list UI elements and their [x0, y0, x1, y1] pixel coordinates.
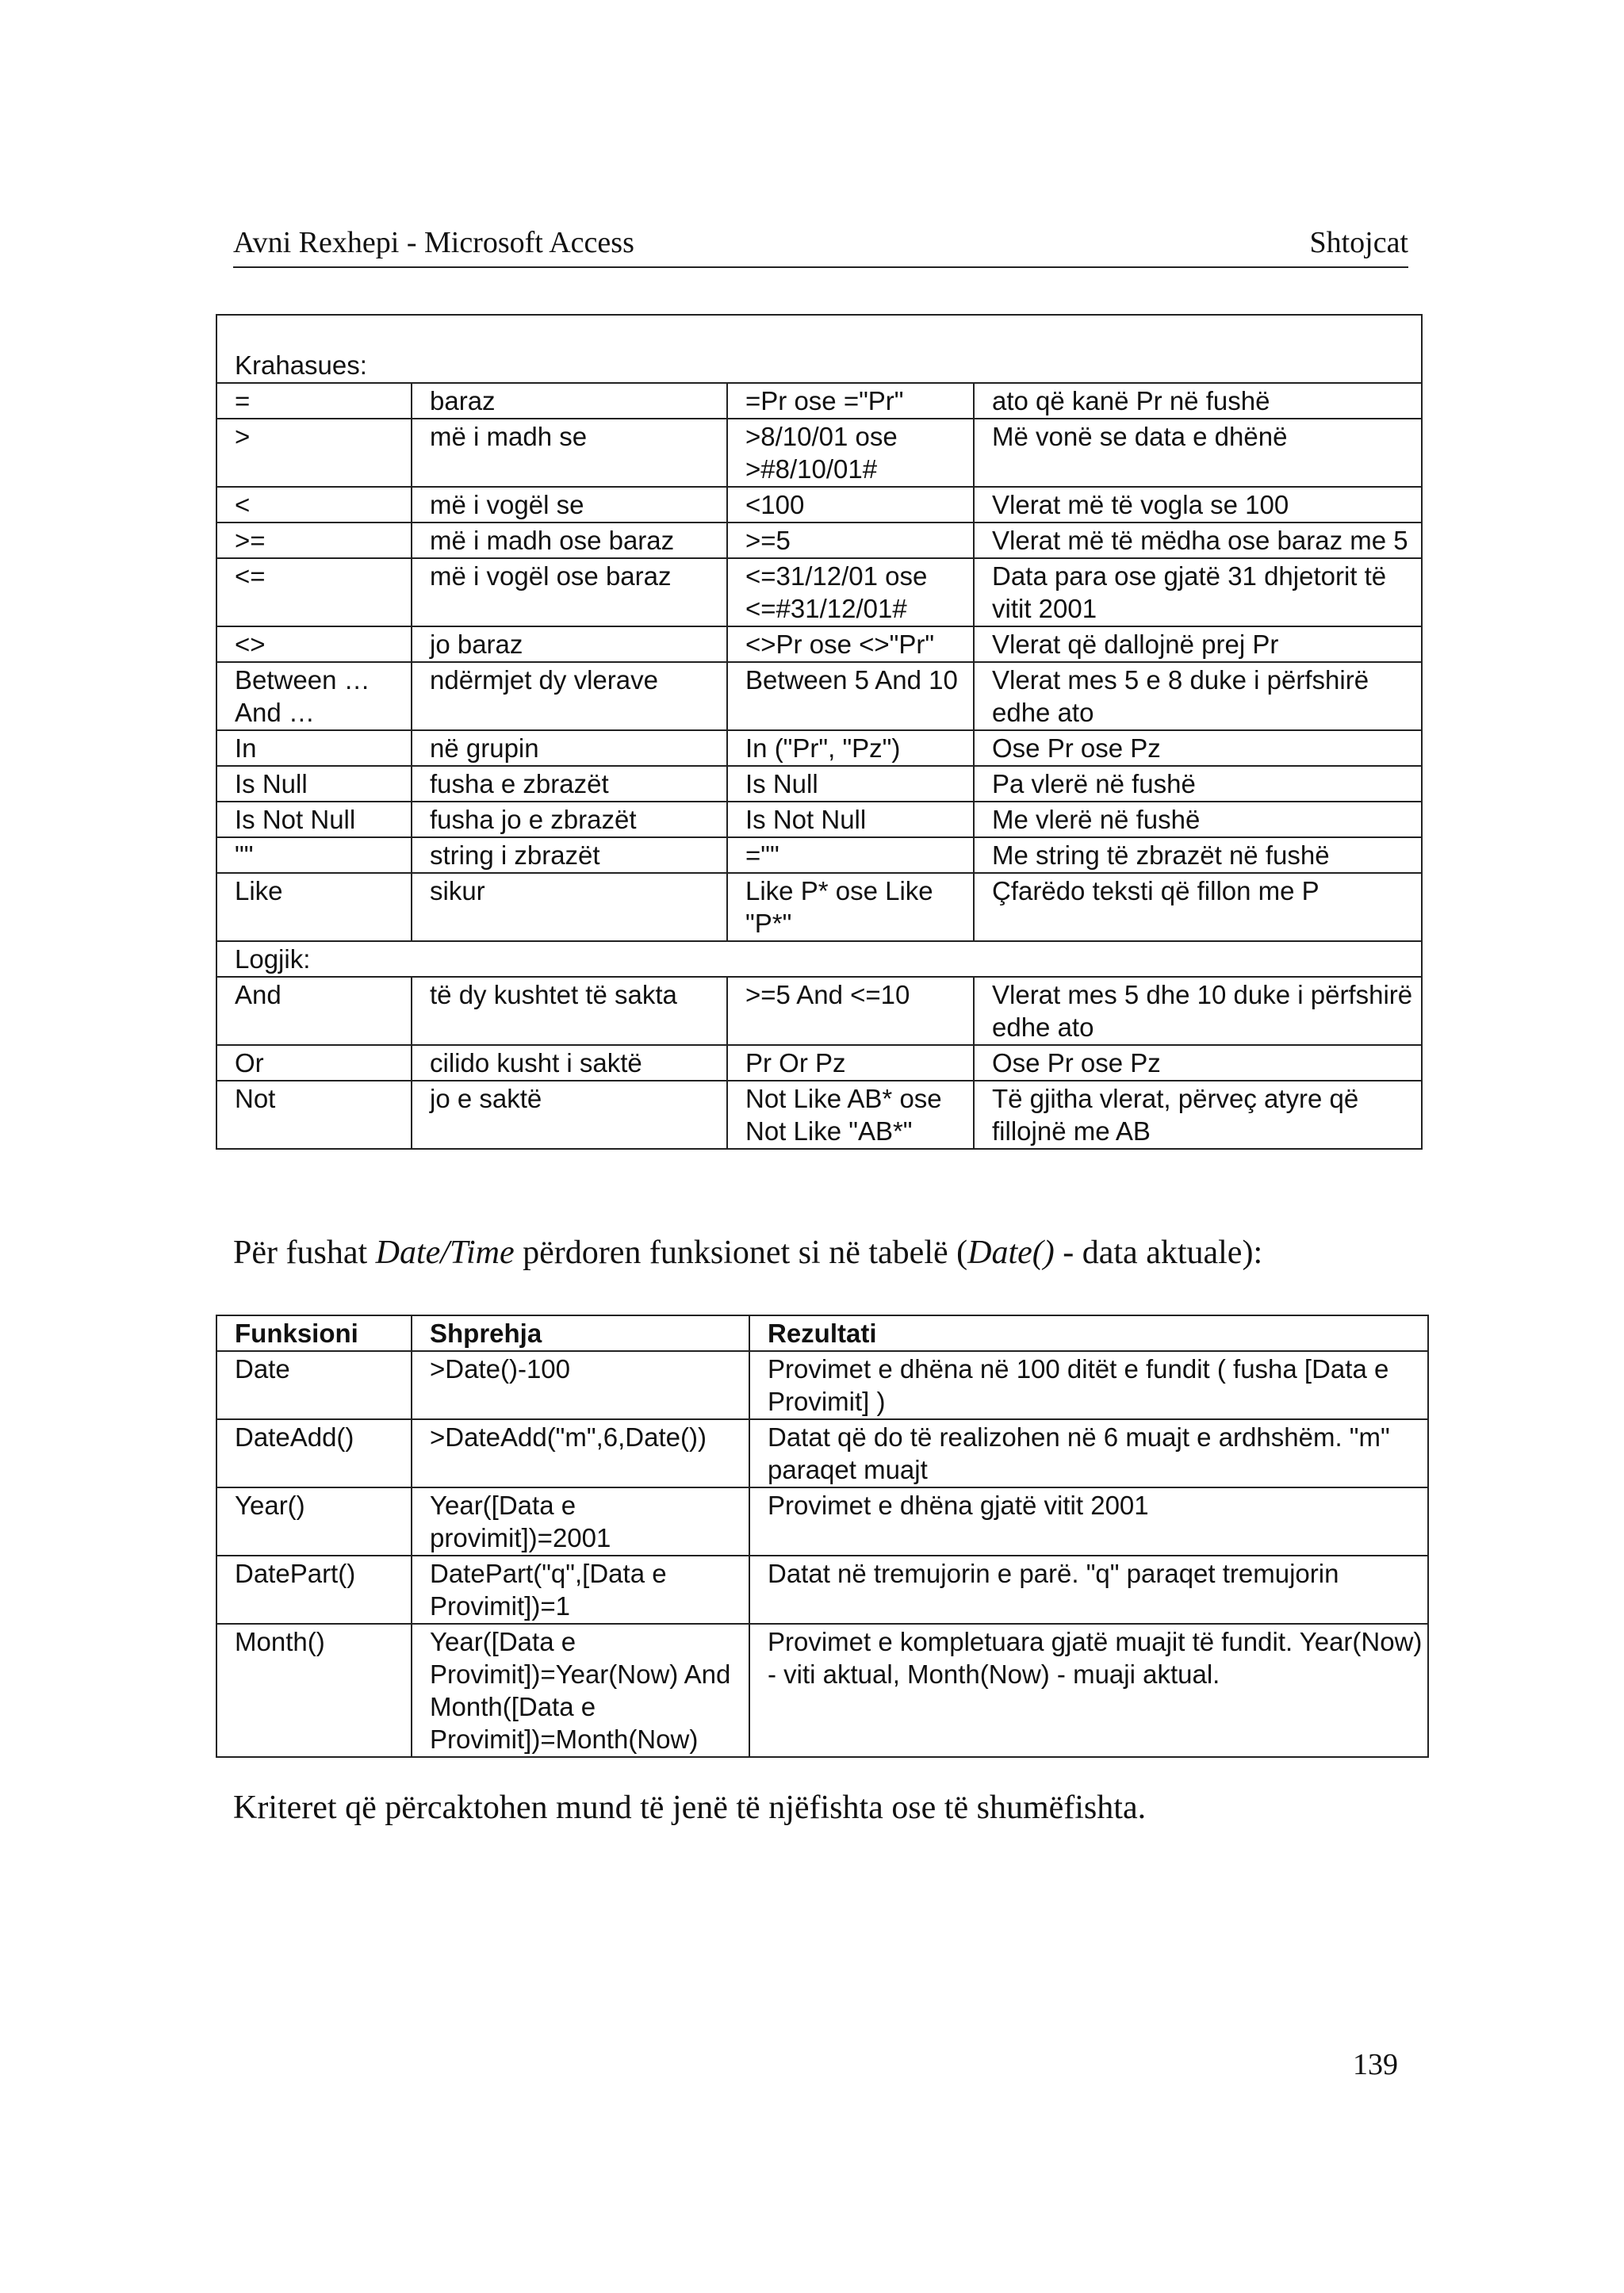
table-cell: Month()	[216, 1624, 412, 1757]
header-section: Shtojcat	[1309, 226, 1408, 259]
table-cell: Vlerat më të vogla se 100	[974, 487, 1422, 523]
table-row	[216, 383, 1422, 419]
table-cell: cilido kusht i saktë	[412, 1045, 727, 1081]
table-cell: Vlerat më të mëdha ose baraz me 5	[974, 523, 1422, 558]
table-cell: string i zbrazët	[412, 837, 727, 873]
table-cell: =Pr ose ="Pr"	[727, 383, 974, 419]
table-row	[216, 1624, 1428, 1757]
table-cell: Not Like AB* ose Not Like "AB*"	[727, 1081, 974, 1149]
table-cell: DatePart()	[216, 1556, 412, 1624]
paragraph-text: Për fushat	[233, 1235, 376, 1271]
table-cell: >=5 And <=10	[727, 977, 974, 1045]
section-row	[216, 315, 1422, 383]
table-cell: të dy kushtet të sakta	[412, 977, 727, 1045]
table-cell: Is Null	[727, 766, 974, 802]
table-cell: >Date()-100	[412, 1351, 749, 1419]
table-cell: DateAdd()	[216, 1419, 412, 1487]
paragraph-italic-text: Date/Time	[375, 1235, 515, 1271]
table-row	[216, 766, 1422, 802]
table-cell: In	[216, 730, 412, 766]
table-cell: >=	[216, 523, 412, 558]
table-row	[216, 1487, 1428, 1556]
column-header: Funksioni	[216, 1315, 412, 1351]
table-cell: Datat në tremujorin e parë. "q" paraqet tremujorin	[749, 1556, 1428, 1624]
table-row	[216, 662, 1422, 730]
table-cell: Between … And …	[216, 662, 412, 730]
table-cell: Provimet e dhëna në 100 ditët e fundit ( fusha [Data e Provimit] )	[749, 1351, 1428, 1419]
table-cell: më i madh ose baraz	[412, 523, 727, 558]
table-cell: Year([Data e Provimit])=Year(Now) And Month([Data e Provimit])=Month(Now)	[412, 1624, 749, 1757]
table-row	[216, 977, 1422, 1045]
table-cell: Not	[216, 1081, 412, 1149]
table-cell: jo baraz	[412, 626, 727, 662]
table-cell: <>	[216, 626, 412, 662]
section-row	[216, 941, 1422, 977]
table-row	[216, 837, 1422, 873]
table-cell: Is Not Null	[216, 802, 412, 837]
table-cell: Me vlerë në fushë	[974, 802, 1422, 837]
date-time-intro-paragraph	[233, 1234, 1262, 1272]
table-cell: ato që kanë Pr në fushë	[974, 383, 1422, 419]
table-cell: Datat që do të realizohen në 6 muajt e ardhshëm. "m" paraqet muajt	[749, 1419, 1428, 1487]
table-cell: Date	[216, 1351, 412, 1419]
table-cell: =""	[727, 837, 974, 873]
paragraph-text: përdoren funksionet si në tabelë (	[514, 1235, 968, 1271]
table-row	[216, 523, 1422, 558]
table-cell: <	[216, 487, 412, 523]
table-cell: Year([Data e provimit])=2001	[412, 1487, 749, 1556]
table-cell: Më vonë se data e dhënë	[974, 419, 1422, 487]
table-cell: >=5	[727, 523, 974, 558]
table-cell: In ("Pr", "Pz")	[727, 730, 974, 766]
table-cell: Ose Pr ose Pz	[974, 1045, 1422, 1081]
table-cell: >DateAdd("m",6,Date())	[412, 1419, 749, 1487]
paragraph-text: - data aktuale):	[1054, 1235, 1263, 1271]
table-cell: DatePart("q",[Data e Provimit])=1	[412, 1556, 749, 1624]
table-cell: <=31/12/01 ose <=#31/12/01#	[727, 558, 974, 626]
table-row	[216, 730, 1422, 766]
table-cell: <100	[727, 487, 974, 523]
table-row	[216, 1419, 1428, 1487]
table-row	[216, 487, 1422, 523]
date-functions-table	[216, 1315, 1429, 1758]
table-cell: ndërmjet dy vlerave	[412, 662, 727, 730]
operators-table	[216, 314, 1423, 1150]
table-cell: Vlerat që dallojnë prej Pr	[974, 626, 1422, 662]
criteria-paragraph: Kriteret që përcaktohen mund të jenë të njëfishta ose të shumëfishta.	[233, 1790, 1147, 1826]
table-cell: më i vogël ose baraz	[412, 558, 727, 626]
table-cell: Is Null	[216, 766, 412, 802]
table-cell: Të gjitha vlerat, përveç atyre që fillojnë me AB	[974, 1081, 1422, 1149]
table-cell: Data para ose gjatë 31 dhjetorit të vitit 2001	[974, 558, 1422, 626]
table-row	[216, 1045, 1422, 1081]
table-cell: baraz	[412, 383, 727, 419]
header-title: Avni Rexhepi - Microsoft Access	[233, 226, 634, 259]
table-row	[216, 419, 1422, 487]
table-cell: Ose Pr ose Pz	[974, 730, 1422, 766]
table-row	[216, 1081, 1422, 1149]
table-cell: Provimet e kompletuara gjatë muajit të fundit. Year(Now) - viti aktual, Month(Now) - muaji aktual.	[749, 1624, 1428, 1757]
table-row	[216, 873, 1422, 941]
table-cell: Or	[216, 1045, 412, 1081]
table-cell: më i vogël se	[412, 487, 727, 523]
section-title: Krahasues:	[216, 315, 1422, 383]
table-row	[216, 1351, 1428, 1419]
table-row	[216, 626, 1422, 662]
table-cell: Çfarëdo teksti që fillon me P	[974, 873, 1422, 941]
table-cell: >8/10/01 ose >#8/10/01#	[727, 419, 974, 487]
table-cell: Is Not Null	[727, 802, 974, 837]
table-row	[216, 558, 1422, 626]
column-header: Rezultati	[749, 1315, 1428, 1351]
table-cell: >	[216, 419, 412, 487]
table-cell: ""	[216, 837, 412, 873]
table-cell: jo e saktë	[412, 1081, 727, 1149]
table-cell: Year()	[216, 1487, 412, 1556]
table-row	[216, 802, 1422, 837]
table-cell: fusha e zbrazët	[412, 766, 727, 802]
table-row	[216, 1556, 1428, 1624]
table-cell: <>Pr ose <>"Pr"	[727, 626, 974, 662]
table-cell: <=	[216, 558, 412, 626]
table-cell: Between 5 And 10	[727, 662, 974, 730]
table-header-row	[216, 1315, 1428, 1351]
table-cell: Provimet e dhëna gjatë vitit 2001	[749, 1487, 1428, 1556]
paragraph-italic-text: Date()	[967, 1235, 1055, 1271]
page-number: 139	[1353, 2048, 1398, 2081]
table-cell: Me string të zbrazët në fushë	[974, 837, 1422, 873]
table-cell: Like P* ose Like "P*"	[727, 873, 974, 941]
table-cell: sikur	[412, 873, 727, 941]
table-cell: =	[216, 383, 412, 419]
table-cell: Vlerat mes 5 dhe 10 duke i përfshirë edhe ato	[974, 977, 1422, 1045]
table-cell: fusha jo e zbrazët	[412, 802, 727, 837]
table-cell: And	[216, 977, 412, 1045]
table-cell: Pr Or Pz	[727, 1045, 974, 1081]
table-cell: më i madh se	[412, 419, 727, 487]
column-header: Shprehja	[412, 1315, 749, 1351]
table-cell: Vlerat mes 5 e 8 duke i përfshirë edhe ato	[974, 662, 1422, 730]
table-cell: Like	[216, 873, 412, 941]
page-header	[233, 220, 1408, 268]
table-cell: në grupin	[412, 730, 727, 766]
section-title: Logjik:	[216, 941, 1422, 977]
table-cell: Pa vlerë në fushë	[974, 766, 1422, 802]
